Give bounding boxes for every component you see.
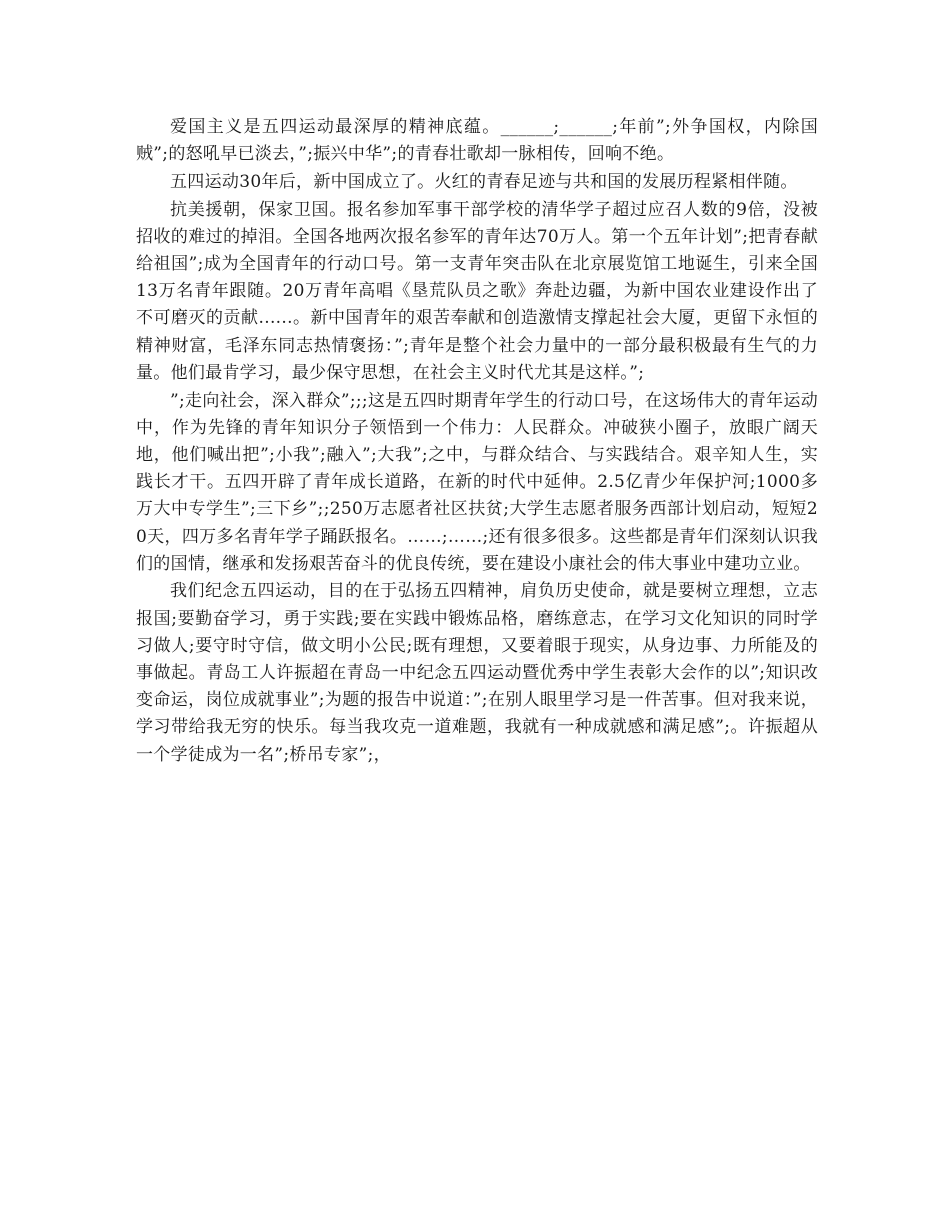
paragraph-korean-war: 抗美援朝，保家卫国。报名参加军事干部学校的清华学子超过应召人数的9倍，没被招收的难过的掉泪。全国各地两次报名参军的青年达70万人。第一个五年计划”;把青春献给祖国”;成为全国青年的行动口号。第一支青年突击队在北京展览馆工地诞生，引来全国13万名青年跟随。20万青年高唱《垦荒队员之歌》奔赴边疆，为新中国农业建设作出了不可磨灭的贡献......。新中国青年的艰苦奉献和创造激情支撑起社会大厦，更留下永恒的精神财富，毛泽东同志热情褒扬：”;青年是整个社会力量中的一部分最积极最有生气的力量。他们最肯学习，最少保守思想，在社会主义时代尤其是这样。”;: [136, 199, 818, 383]
document-body: [136, 114, 818, 769]
paragraph-new-china: 五四运动30年后，新中国成立了。火红的青春足迹与共和国的发展历程紧相伴随。: [170, 171, 798, 192]
paragraph-into-society: ”;走向社会，深入群众”;;;这是五四时期青年学生的行动口号，在这场伟大的青年运动中，作为先锋的青年知识分子领悟到一个伟力：人民群众。冲破狭小圈子，放眼广阔天地，他们喊出把”;小我”;融入”;大我”;之中，与群众结合、与实践结合。艰辛知人生，实践长才干。五四开辟了青年成长道路，在新的时代中延伸。2.5亿青少年保护河;1000多万大中专学生”;三下乡”;;250万志愿者社区扶贫;大学生志愿者服务西部计划启动，短短20天，四万多名青年学子踊跃报名。……;……;还有很多很多。这些都是青年们深刻认识我们的国情，继承和发扬艰苦奋斗的优良传统，要在建设小康社会的伟大事业中建功立业。: [136, 390, 818, 574]
paragraph-patriotism: 爱国主义是五四运动最深厚的精神底蕴。______;______;年前”;外争国权，内除国贼”;的怒吼早已淡去，”;振兴中华”;的青春壮歌却一脉相传，回响不绝。: [136, 117, 818, 165]
paragraph-commemoration: 我们纪念五四运动，目的在于弘扬五四精神，肩负历史使命，就是要树立理想，立志报国;要勤奋学习，勇于实践;要在实践中锻炼品格，磨练意志，在学习文化知识的同时学习做人;要守时守信，做文明小公民;既有理想，又要着眼于现实，从身边事、力所能及的事做起。青岛工人许振超在青岛一中纪念五四运动暨优秀中学生表彰大会作的以”;知识改变命运，岗位成就事业”;为题的报告中说道：”;在别人眼里学习是一件苦事。但对我来说，学习带给我无穷的快乐。每当我攻克一道难题，我就有一种成就感和满足感”;。许振超从一个学徒成为一名”;桥吊专家”;，: [136, 581, 818, 765]
